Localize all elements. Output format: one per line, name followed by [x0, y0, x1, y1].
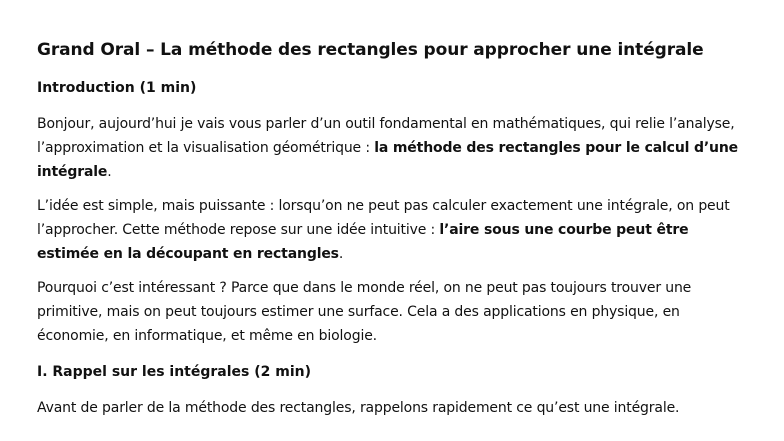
intro-heading: Introduction (1 min) — [37, 80, 197, 96]
intro-paragraph-1-text: Bonjour, aujourd’hui je vais vous parler d’un outil fondamental en mathématiques, qui relie l’analyse, l’approximation et la visualisation géométrique : — [37, 116, 735, 156]
section-1-paragraph-1: Avant de parler de la méthode des rectangles, rappelons rapidement ce qu’est une intégrale. — [37, 400, 680, 416]
intro-paragraph-1-bold: la méthode des rectangles pour le calcul d’une intégrale — [37, 140, 739, 180]
intro-paragraph-3: Pourquoi c’est intéressant ? Parce que dans le monde réel, on ne peut pas toujours trouver une primitive, mais on peut toujours estimer une surface. Cela a des applications en physique, en économie, en informatique, et même en biologie. — [37, 280, 692, 344]
intro-paragraph-2-text: L’idée est simple, mais puissante : lorsqu’on ne peut pas calculer exactement une intégrale, on peut l’approcher. Cette méthode repose sur une idée intuitive : — [37, 198, 730, 238]
section-1-heading: I. Rappel sur les intégrales (2 min) — [37, 364, 312, 380]
intro-paragraph-1-end: . — [107, 164, 112, 180]
intro-paragraph-2 — [37, 194, 754, 266]
intro-paragraph-1 — [37, 112, 754, 184]
intro-paragraph-2-end: . — [338, 246, 344, 262]
document-title: Grand Oral – La méthode des rectangles pour approcher une intégrale — [37, 40, 704, 60]
intro-paragraph-2-bold: l’aire sous une courbe peut être estimée en la découpant en rectangles — [37, 222, 689, 262]
